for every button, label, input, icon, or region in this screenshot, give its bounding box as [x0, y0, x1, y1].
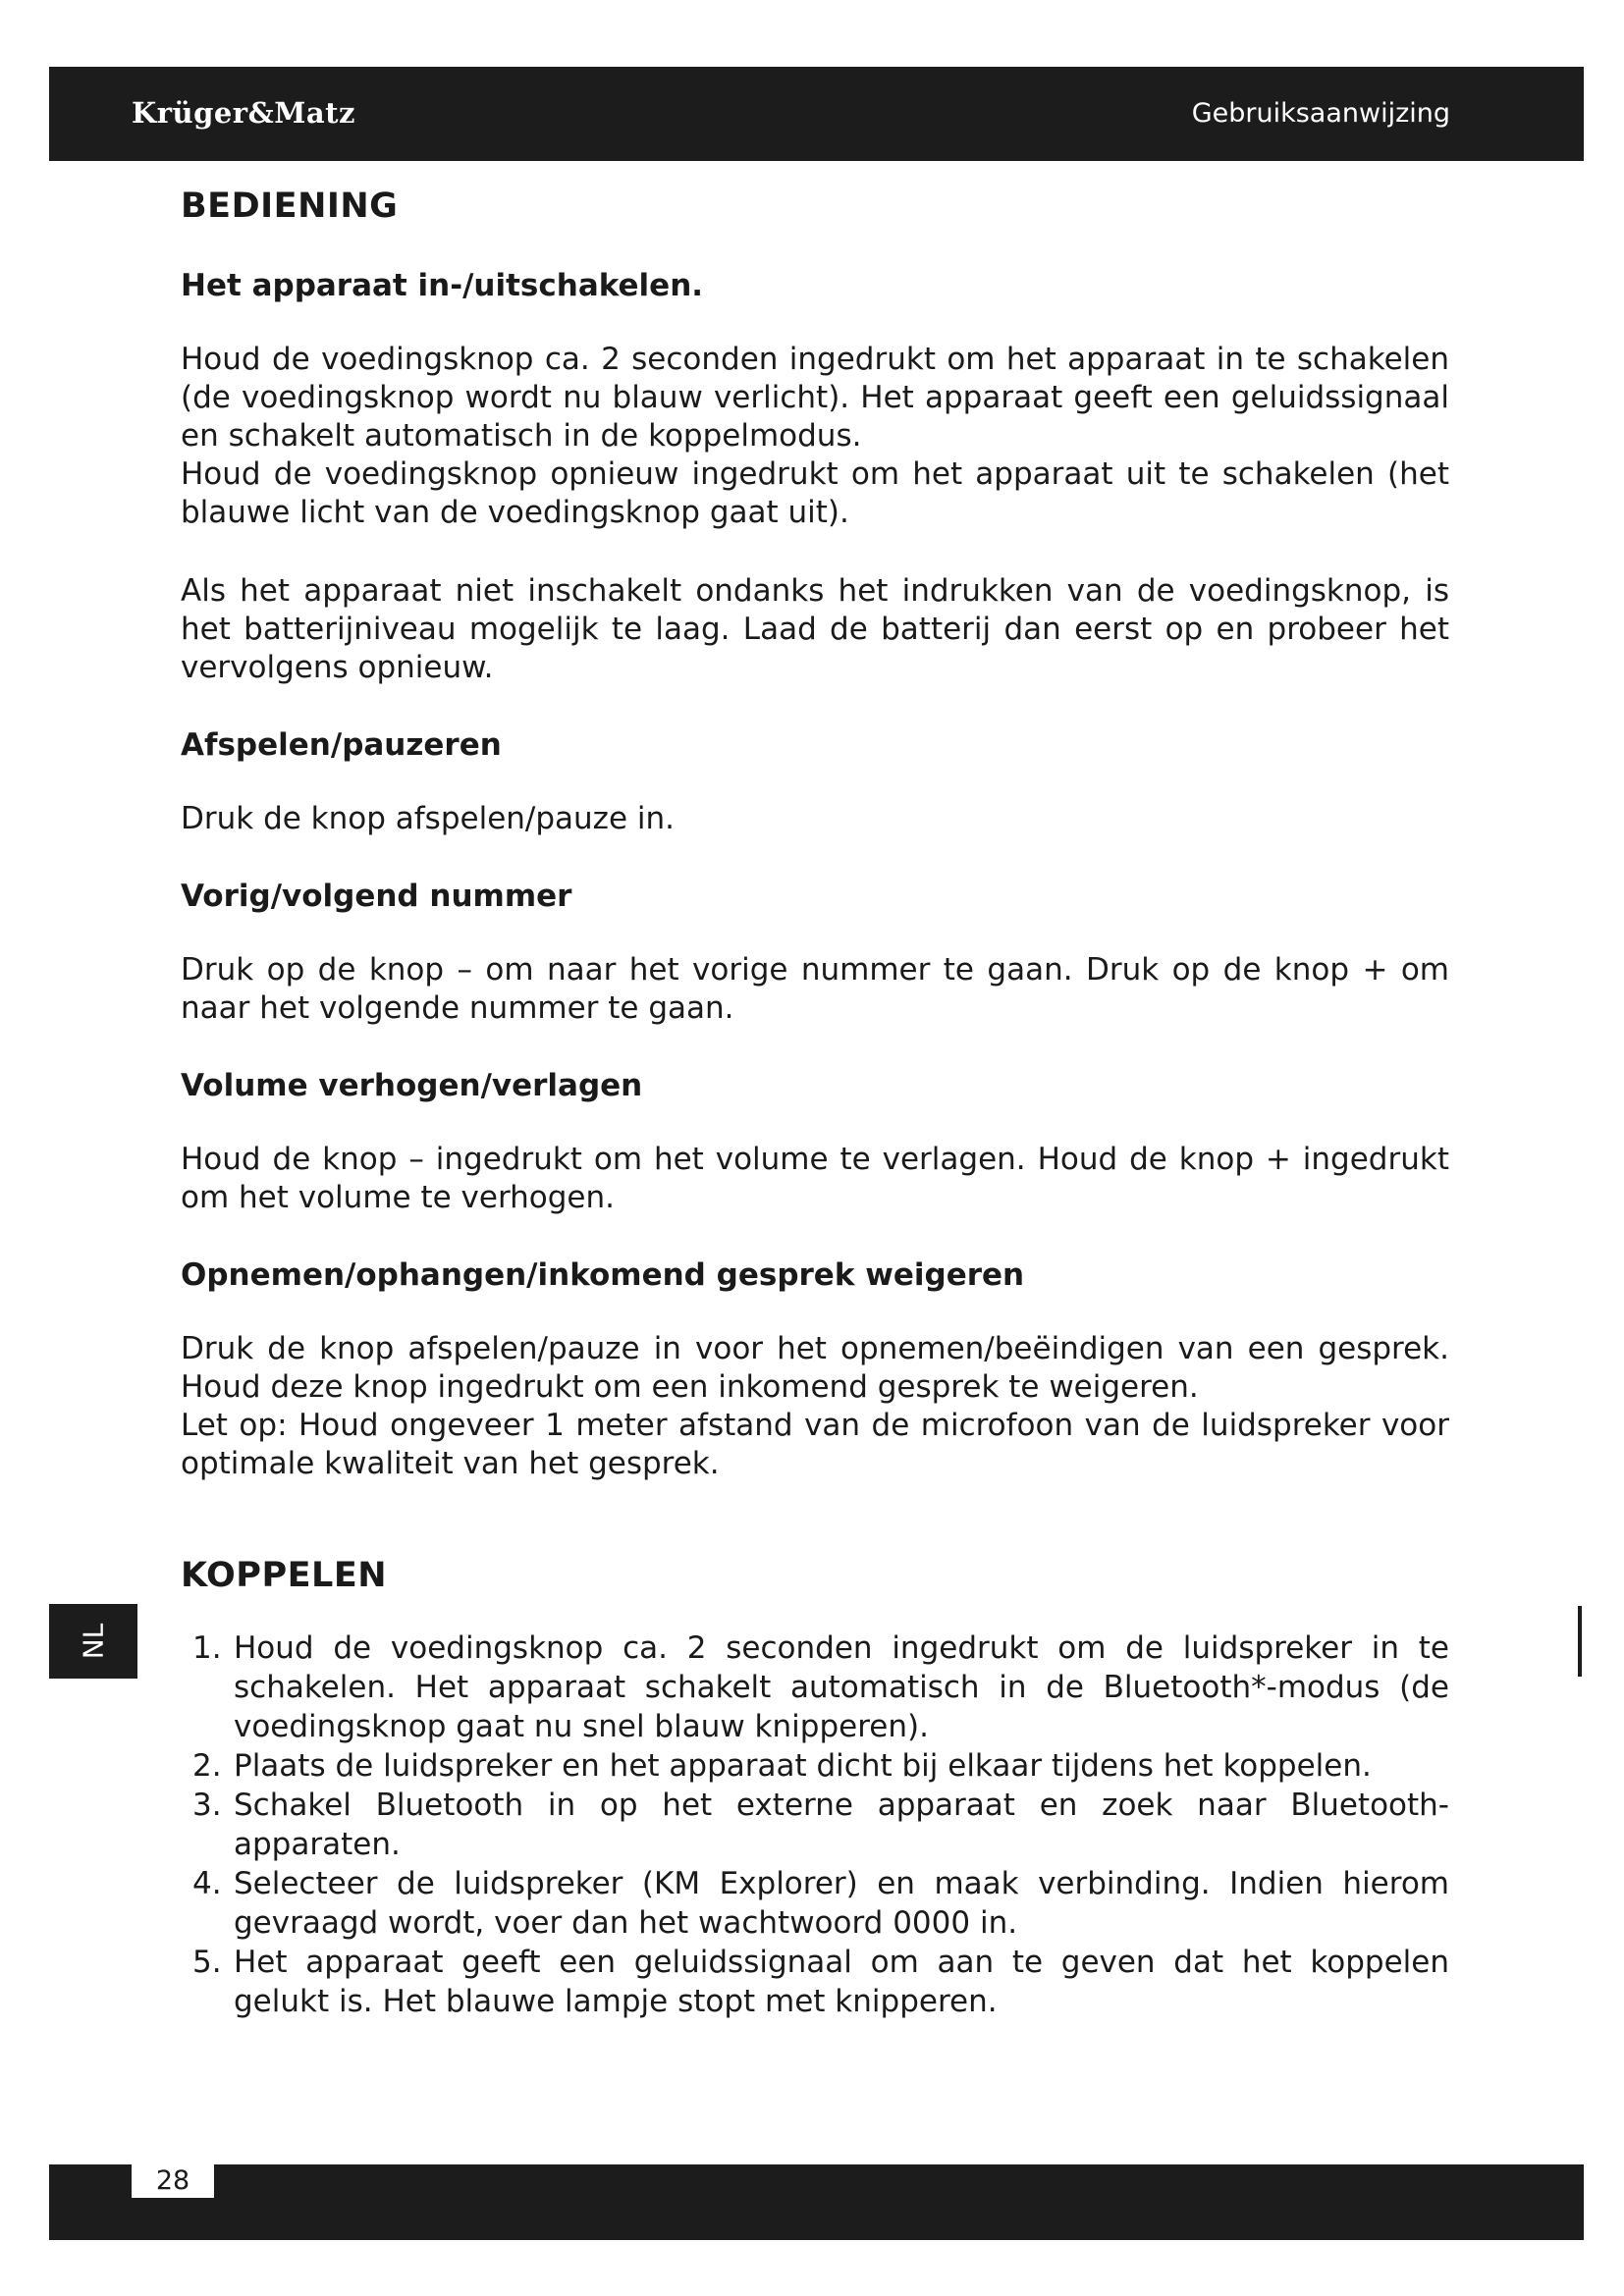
paragraph-onoff-1: Houd de voedingsknop ca. 2 seconden ingedrukt om het apparaat in te schakelen (de voedingsknop wordt nu blauw verlicht). Het apparaat geeft een geluidssignaal en schakelt automatisch in de koppelmodus.	[181, 342, 1449, 454]
paragraph-volume: Houd de knop – ingedrukt om het volume te verlagen. Houd de knop + ingedrukt om het volume te verhogen.	[181, 1142, 1449, 1215]
header-bar	[49, 67, 1584, 161]
language-side-tab	[49, 1604, 137, 1679]
paragraph-onoff-2: Houd de voedingsknop opnieuw ingedrukt om het apparaat uit te schakelen (het blauwe licht van de voedingsknop gaat uit).	[181, 456, 1449, 530]
page-number: 28	[132, 2164, 214, 2198]
list-item-number: 3.	[192, 1788, 222, 1823]
pairing-steps-list	[181, 1629, 1449, 2021]
subtitle-play: Afspelen/pauzeren	[181, 727, 502, 763]
header-title: Gebruiksaanwijzing	[1191, 98, 1450, 129]
section-title-bediening: BEDIENING	[181, 187, 399, 226]
footer-bar	[49, 2164, 1584, 2240]
list-item	[181, 1943, 1449, 2021]
main-content	[181, 187, 1449, 2021]
list-item	[181, 1629, 1449, 1746]
right-edge-marker	[1578, 1606, 1582, 1677]
list-item	[181, 1786, 1449, 1864]
list-item-text: Selecteer de luidspreker (KM Explorer) en maak verbinding. Indien hierom gevraagd wordt, voer dan het wachtwoord 0000 in.	[234, 1866, 1449, 1941]
list-item-number: 4.	[192, 1866, 222, 1901]
subtitle-onoff: Het apparaat in-/uitschakelen.	[181, 268, 704, 303]
paragraph-track: Druk op de knop – om naar het vorige nummer te gaan. Druk op de knop + om naar het volgende nummer te gaan.	[181, 952, 1449, 1026]
language-label: NL	[77, 1623, 110, 1660]
list-item-number: 5.	[192, 1945, 222, 1980]
list-item	[181, 1864, 1449, 1943]
list-item-number: 2.	[192, 1748, 222, 1784]
list-item-number: 1.	[192, 1630, 222, 1666]
paragraph-call-2: Let op: Houd ongeveer 1 meter afstand van de microfoon van de luidspreker voor optimale kwaliteit van het gesprek.	[181, 1408, 1449, 1481]
list-item-text: Het apparaat geeft een geluidssignaal om aan te geven dat het koppelen gelukt is. Het blauwe lampje stopt met knipperen.	[234, 1945, 1449, 2019]
paragraph-play: Druk de knop afspelen/pauze in.	[181, 801, 675, 836]
list-item-text: Schakel Bluetooth in op het externe apparaat en zoek naar Bluetooth-apparaten.	[234, 1788, 1449, 1862]
section-title-koppelen: KOPPELEN	[181, 1556, 388, 1595]
list-item-text: Houd de voedingsknop ca. 2 seconden ingedrukt om de luidspreker in te schakelen. Het apparaat schakelt automatisch in de Bluetooth*-modus (de voedingsknop gaat nu snel blauw knipperen).	[234, 1630, 1449, 1744]
subtitle-volume: Volume verhogen/verlagen	[181, 1068, 643, 1103]
list-item	[181, 1746, 1449, 1786]
brand-logo: Krüger&Matz	[132, 96, 356, 130]
paragraph-call-1: Druk de knop afspelen/pauze in voor het opnemen/beëindigen van een gesprek. Houd deze knop ingedrukt om een inkomend gesprek te weigeren.	[181, 1331, 1449, 1405]
subtitle-track: Vorig/volgend nummer	[181, 879, 572, 914]
paragraph-onoff-3: Als het apparaat niet inschakelt ondanks het indrukken van de voedingsknop, is het batterijniveau mogelijk te laag. Laad de batterij dan eerst op en probeer het vervolgens opnieuw.	[181, 573, 1449, 685]
subtitle-call: Opnemen/ophangen/inkomend gesprek weigeren	[181, 1257, 1025, 1293]
list-item-text: Plaats de luidspreker en het apparaat dicht bij elkaar tijdens het koppelen.	[234, 1748, 1372, 1784]
